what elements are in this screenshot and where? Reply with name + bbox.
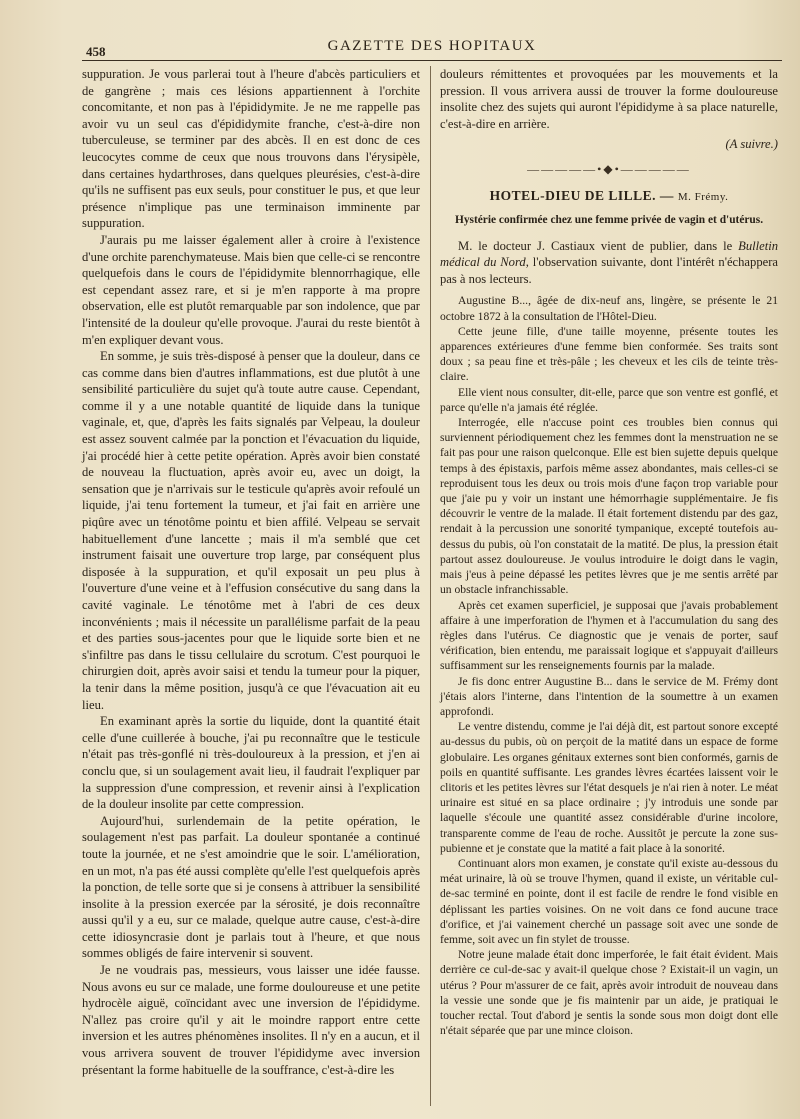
- intro-paragraph: [440, 238, 778, 288]
- paragraph: Elle vient nous consulter, dit-elle, parce que son ventre est gonflé, et parce qu'elle n'a jamais été réglée.: [440, 385, 778, 414]
- intro-text: M. le docteur J. Castiaux vient de publier, dans le: [458, 238, 739, 253]
- section-title-text: HOTEL-DIEU DE LILLE. —: [489, 187, 674, 203]
- to-be-continued: (A suivre.): [725, 137, 778, 152]
- article-title: Hystérie confirmée chez une femme privée de vagin et d'utérus.: [454, 214, 764, 227]
- paragraph: suppuration. Je vous parlerai tout à l'heure d'abcès particuliers et de gangrène ; mais ces lésions appartiennent à l'orchite concomitante, et non pas à l'épididymite. Je ne me rappelle pas avoir vu un seul cas d'épididymite franche, c'est-à-dire non tuberculeuse, se terminer par des abcès. Il en est donc de ces leucocytes comme de ceux que nous trouvons dans l'érysipèle, dans certaines hydarthroses, dans quelques pleurésies, c'est-à-dire qu'ils ne suffisent pas eux seuls, pour constituer le pus, et que leur présence n'implique pas une terminaison imminente par suppuration.: [82, 67, 420, 231]
- paragraph: Cette jeune fille, d'une taille moyenne, présente toutes les apparences extérieures d'une femme bien conformée. Ses traits sont doux ; sa peau fine et très-pâle ; les cheveux et les cils de teinte très-claire.: [440, 324, 778, 384]
- right-column: [440, 66, 778, 1038]
- paragraph: Je fis donc entrer Augustine B... dans le service de M. Frémy dont j'étais alors l'interne, dans l'intention de la soumettre à un examen approfondi.: [440, 674, 778, 718]
- continuation-paragraph: douleurs rémittentes et provoquées par les mouvements et la pression. Il vous arrivera aussi de trouver la forme douloureuse insolite chez des sujets qui auront l'épididyme à sa place naturelle, c'est-à-dire en arrière.: [440, 67, 778, 131]
- paragraph: Après cet examen superficiel, je supposai que j'avais probablement affaire à une imperforation de l'hymen et à l'accumulation du sang des règles dans l'utérus. Ce diagnostic que je venais de porter, sauf vérification, bien entendu, me paraissait logique et s'appuyait d'ailleurs suffisamment sur les renseignements fournis par la malade.: [440, 598, 778, 673]
- journal-name: Bulletin médical du Nord: [440, 238, 778, 270]
- section-title: [440, 188, 778, 206]
- intro-text-end: , l'observation suivante, dont l'intérêt n'échappera pas à nos lecteurs.: [440, 255, 778, 286]
- page-number: 458: [86, 44, 106, 59]
- section-author: M. Frémy.: [677, 190, 729, 203]
- paragraph: J'aurais pu me laisser également aller à croire à l'existence d'une orchite parenchymateuse. Mais bien que celle-ci se rencontre quelquefois dans le cours de l'épididymite blennorrhagique, elle est cependant assez rare, et si je m'en rapporte à ma propre observation, elle est plutôt remarquable par son indolence, que par l'intensité de la douleur qu'elle provoque. J'aurai du reste bientôt à m'en expliquer devant vous.: [82, 232, 420, 347]
- journal-title: GAZETTE DES HOPITAUX: [327, 38, 537, 54]
- left-column: [82, 66, 420, 1078]
- paragraph: Le ventre distendu, comme je l'ai déjà dit, est partout sonore excepté au-dessus du pubis, où on perçoit de la matité dans un espace de forme globulaire. Les organes génitaux externes sont bien conformés, garnis de poils en quantité suffisante. Les grandes lèvres écartées laissent voir le clitoris et les petites lèvres sur l'état desquels je n'ai rien à noter. Le méat urinaire est situé en sa place ordinaire ; j'y introduis une sonde par laquelle s'écoule une quantité assez considérable d'urine incolore, transparente comme de l'eau de roche. Aussitôt je percute la zone sus-pubienne et je constate que la matité a fait place à la sonorité.: [440, 720, 778, 855]
- paragraph: En examinant après la sortie du liquide, dont la quantité était celle d'une cuillerée à bouche, j'ai pu reconnaître que le testicule n'était pas très-gonflé ni très-douloureux à la pression, et j'en ai conclu que, si un soulagement avait lieu, il faudrait l'expliquer par la suppression d'une compression, et revenir ainsi à l'explication de la douleur insolite par cette compression.: [82, 714, 420, 812]
- paragraph: Aujourd'hui, surlendemain de la petite opération, le soulagement n'est pas parfait. La douleur spontanée a continué toute la journée, et ne s'est amoindrie que le soir. L'amélioration, en un mot, n'a pas été aussi complète qu'elle l'est quelquefois après la ponction, de telle sorte que si je consens à attribuer la sensibilité insolite à la pression exercée par la sérosité, je dois reconnaître aussi qu'il y a eu, sur ce malade, quelque autre cause, c'est-à-dire cette idiosyncrasie dont je parlais tout à l'heure, et que nous sommes obligés de faire intervenir si souvent.: [82, 813, 420, 961]
- paragraph: Continuant alors mon examen, je constate qu'il existe au-dessous du méat urinaire, là où se trouve l'hymen, quand il existe, un véritable cul-de-sac terminé en pointe, dont il est facile de rendre le fond visible en déplissant les parties voisines. On ne voit dans ce fond aucune trace d'orifice, et j'ai vainement cherché un passage soit avec une sonde de femme, soit avec un fin stylet de trousse.: [440, 856, 778, 946]
- paragraph: Augustine B..., âgée de dix-neuf ans, lingère, se présente le 21 octobre 1872 à la consultation de l'Hôtel-Dieu.: [440, 294, 778, 323]
- paragraph: En somme, je suis très-disposé à penser que la douleur, dans ce cas comme dans bien d'autres inflammations, est due plutôt à une sensibilité particulière du sujet qu'à toute autre cause. Cependant, comme il y a une notable quantité de liquide dans la tunique vaginale, et, que, d'après les faits signalés par Velpeau, la douleur est assez souvent calmée par la ponction et l'évacuation du liquide, j'ai procédé hier à cette petite opération. Après avoir bien constaté de nouveau la fluctuation, après avoir eu, avec un doigt, la sensation que je n'arrivais sur le testicule qu'après avoir refoulé un liquide, j'ai tenu fortement la tumeur, et j'ai fait en arrière une piqûre avec un ténotôme pointu et bien affilé. Velpeau se servait habituellement d'une lancette ; mais il m'a semblé que cet instrument faisait une ouverture trop large, par conséquent plus disposée à la suppuration, et qu'il exposait un peu plus à l'ouverture d'une veine et à l'effusion consécutive du sang dans la cavité vaginale. Le ténotôme met à l'abri de ces deux inconvénients ; mais il nécessite un parallélisme parfait de la peau et des parties sous-jacentes pour que le liquide sorte bien et ne s'infiltre pas dans le tissu cellulaire du scrotum. C'est pourquoi le chirurgien doit, après avoir saisi et tendu la tumeur pour la piquer, la tenir dans la même position, jusqu'à ce que l'évacuation ait eu lieu.: [82, 349, 420, 712]
- page-header: [82, 30, 782, 60]
- paragraph: Notre jeune malade était donc imperforée, le fait était évident. Mais derrière ce cul-de-sac y avait-il quelque chose ? Existait-il un vagin, un utérus ? Pour m'assurer de ce fait, après avoir introduit de nouveau dans la vessie une sonde que je fis maintenir par un aide, je pratiquai le toucher rectal. Tout d'abord je sentis la sonde sous mon doigt dont elle n'était séparée que par une mince cloison.: [440, 948, 778, 1038]
- ornament-divider: —————•◆•—————: [527, 161, 691, 176]
- header-rule: [82, 60, 782, 61]
- column-divider: [430, 66, 431, 1106]
- paragraph: Je ne voudrais pas, messieurs, vous laisser une idée fausse. Nous avons eu sur ce malade, une forme douloureuse et une petite hydrocèle aiguë, coïncidant avec une inversion de l'épididyme. N'allez pas croire qu'il y ait le moindre rapport entre cette inversion et les autres phénomènes insolites. Il n'y en a aucun, et il vous arrivera souvent de trouver l'épididyme avec inversion présentant la forme habituelle de la souffrance, c'est-à-dire les: [82, 963, 420, 1077]
- observation-body: [440, 293, 778, 1038]
- paragraph: Interrogée, elle n'accuse point ces troubles bien connus qui surviennent périodiquement chez les femmes dont la menstruation ne se fait pas pour une raison quelconque. Elle est bien sujette depuis quelque temps à des épistaxis, parfois même assez abondantes, mais celles-ci se reproduisent tous les deux ou trois mois d'une façon trop variable pour que j'aie pu y voir un instant une hémorrhagie supplémentaire. Je fis découvrir le ventre de la malade. Il était fortement distendu par des gaz, rendait à la percussion une sonorité tympanique, excepté toutefois au-dessus du pubis, où l'on constatait de la matité. De plus, la pression était partout assez douloureuse. Je voulus introduire le doigt dans le vagin, mais j'eus à peine dépassé les petites lèvres que je me sentis arrêté par un obstacle infranchissable.: [440, 416, 778, 597]
